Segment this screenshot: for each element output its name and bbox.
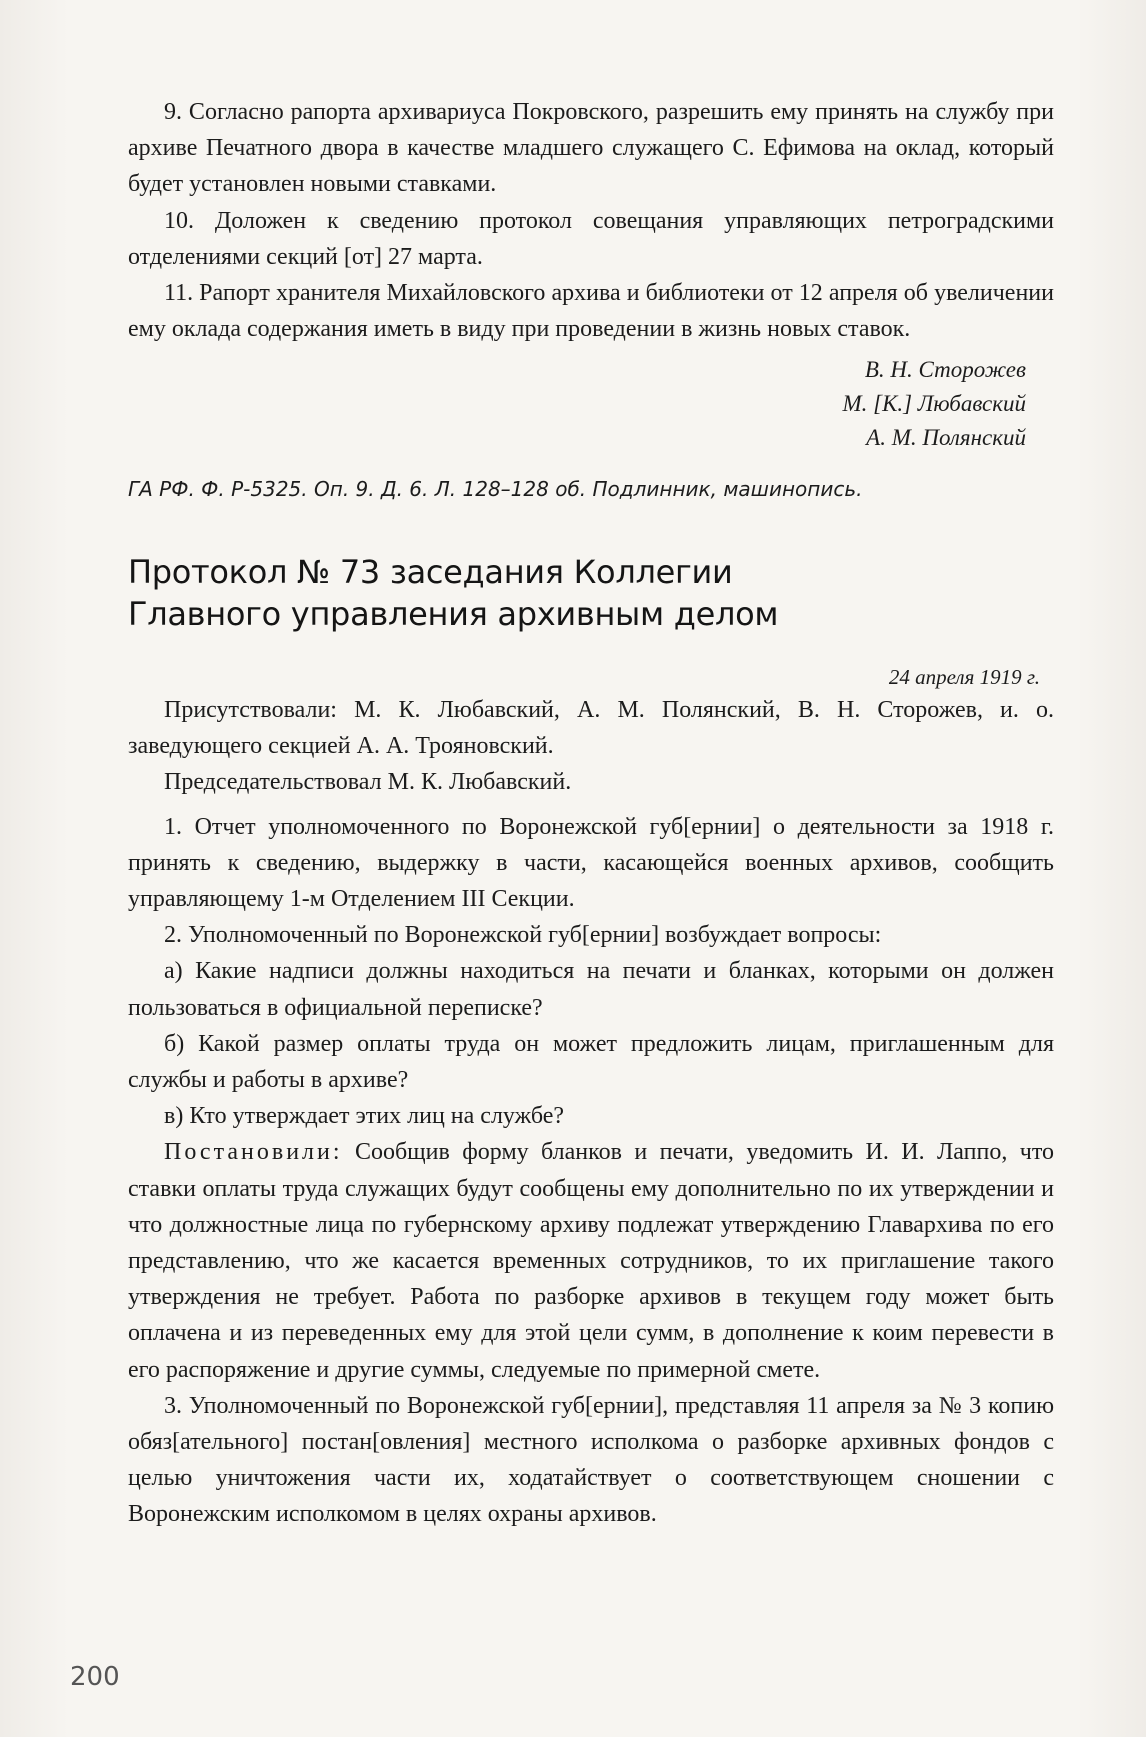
protocol-item-3: 3. Уполномоченный по Воронежской губ[ернии], представляя 11 апреля за № 3 копию обяз[ательного] постан[овления] местного исполкома о разборке архивных фондов с целью уничтожения части их, ходатайствует о соответствующем сношении с Воронежским исполкомом в целях охраны архивов. [128, 1392, 1054, 1528]
resolution-text: Сообщив форму бланков и печати, уведомить И. И. Лаппо, что ставки оплаты труда служащих будут сообщены ему дополнительно по их утверждении и что должностные лица по губернскому архиву подлежат утверждению Главархива по его представлению, что же касается временных сотрудников, то их приглашение такого утверждения не требует. Работа по разборке архивов в текущем году может быть оплачена и из переведенных ему для этой цели сумм, в дополнение к коим перевести в его распоряжение и другие суммы, следуемые по примерной смете. [128, 1139, 1054, 1383]
resolution [128, 1134, 1054, 1387]
item-11: 11. Рапорт хранителя Михайловского архива и библиотеки от 12 апреля об увеличении ему оклада содержания иметь в виду при проведении в жизнь новых ставок. [128, 280, 1054, 343]
archival-source-note: ГА РФ. Ф. Р-5325. Оп. 9. Д. 6. Л. 128–128 об. Подлинник, машинопись. [128, 477, 863, 502]
signature: М. [К.] Любавский [842, 391, 1026, 417]
resolution-label: Постановили: [164, 1139, 343, 1166]
signature: А. М. Полянский [866, 425, 1026, 451]
item-10: 10. Доложен к сведению протокол совещания управляющих петроградскими отделениями секций [от] 27 марта. [128, 207, 1054, 270]
protocol-title [128, 551, 1054, 635]
protocol-date: 24 апреля 1919 г. [888, 664, 1040, 689]
page-number: 200 [70, 1662, 120, 1692]
protocol-title-line-2: Главного управления архивным делом [128, 595, 779, 634]
text-column [128, 94, 1054, 1533]
protocol-item-1: 1. Отчет уполномоченного по Воронежской губ[ернии] о деятельности за 1918 г. принять к сведению, выдержку в части, касающейся военных архивов, сообщить управляющему 1-м Отделением III Секции. [128, 813, 1054, 912]
signatures [128, 353, 1054, 455]
attendees: Присутствовали: М. К. Любавский, А. М. Полянский, В. Н. Сторожев, и. о. заведующего секцией А. А. Трояновский. [128, 696, 1054, 760]
signature: В. Н. Сторожев [864, 357, 1026, 383]
protocol-item-2c: в) Кто утверждает этих лиц на службе? [164, 1103, 565, 1130]
item-9: 9. Согласно рапорта архивариуса Покровского, разрешить ему принять на службу при архиве Печатного двора в качестве младшего служащего С. Ефимова на оклад, который будет установлен новыми ставками. [128, 99, 1054, 198]
protocol-title-line-1: Протокол № 73 заседания Коллегии [128, 553, 733, 592]
chairperson: Председательствовал М. К. Любавский. [164, 769, 572, 796]
protocol-item-2: 2. Уполномоченный по Воронежской губ[ернии] возбуждает вопросы: [164, 922, 882, 949]
protocol-item-2b: б) Какой размер оплаты труда он может предложить лицам, приглашенным для службы и работы в архиве? [128, 1030, 1054, 1093]
protocol-item-2a: а) Какие надписи должны находиться на печати и бланках, которыми он должен пользоваться в официальной переписке? [128, 958, 1054, 1021]
